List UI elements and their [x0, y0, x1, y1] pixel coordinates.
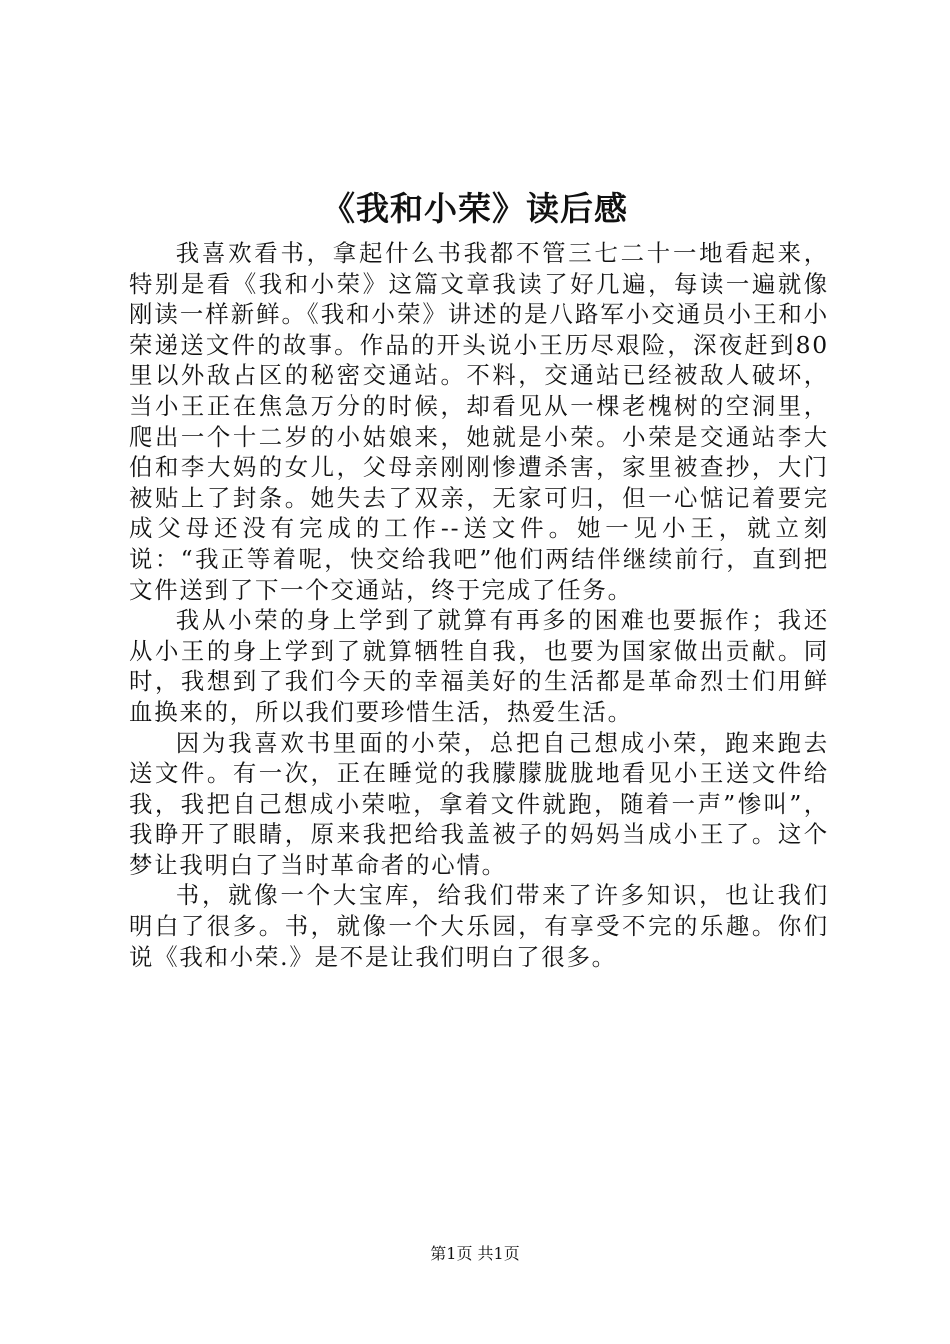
paragraph-1: 我喜欢看书，拿起什么书我都不管三七二十一地看起来，特别是看《我和小荣》这篇文章我读了好几遍，每读一遍就像刚读一样新鲜。《我和小荣》讲述的是八路军小交通员小王和小荣递送文件的故事。作品的开头说小王历尽艰险，深夜赶到80里以外敌占区的秘密交通站。不料，交通站已经被敌人破坏，当小王正在焦急万分的时候，却看见从一棵老槐树的空洞里，爬出一个十二岁的小姑娘来，她就是小荣。小荣是交通站李大伯和李大妈的女儿，父母亲刚刚惨遭杀害，家里被查抄，大门被贴上了封条。她失去了双亲，无家可归，但一心惦记着要完成父母还没有完成的工作--送文件。她一见小王，就立刻说：“我正等着呢，快交给我吧”他们两结伴继续前行，直到把文件送到了下一个交通站，终于完成了任务。	[129, 239, 829, 604]
paragraph-3: 因为我喜欢书里面的小荣，总把自己想成小荣，跑来跑去送文件。有一次，正在睡觉的我朦朦胧胧地看见小王送文件给我，我把自己想成小荣啦，拿着文件就跑，随着一声”惨叫”，我睁开了眼睛，原来我把给我盖被子的妈妈当成小王了。这个梦让我明白了当时革命者的心情。	[129, 728, 829, 879]
document-title: 《我和小荣》读后感	[322, 189, 628, 228]
page-footer: 第1页 共1页	[430, 1244, 520, 1263]
document-body	[129, 238, 829, 972]
paragraph-2: 我从小荣的身上学到了就算有再多的困难也要振作；我还从小王的身上学到了就算牺牲自我，也要为国家做出贡献。同时，我想到了我们今天的幸福美好的生活都是革命烈士们用鲜血换来的，所以我们要珍惜生活，热爱生活。	[129, 606, 829, 726]
paragraph-4: 书，就像一个大宝库，给我们带来了许多知识，也让我们明白了很多。书，就像一个大乐园，有享受不完的乐趣。你们说《我和小荣.》是不是让我们明白了很多。	[129, 881, 829, 971]
